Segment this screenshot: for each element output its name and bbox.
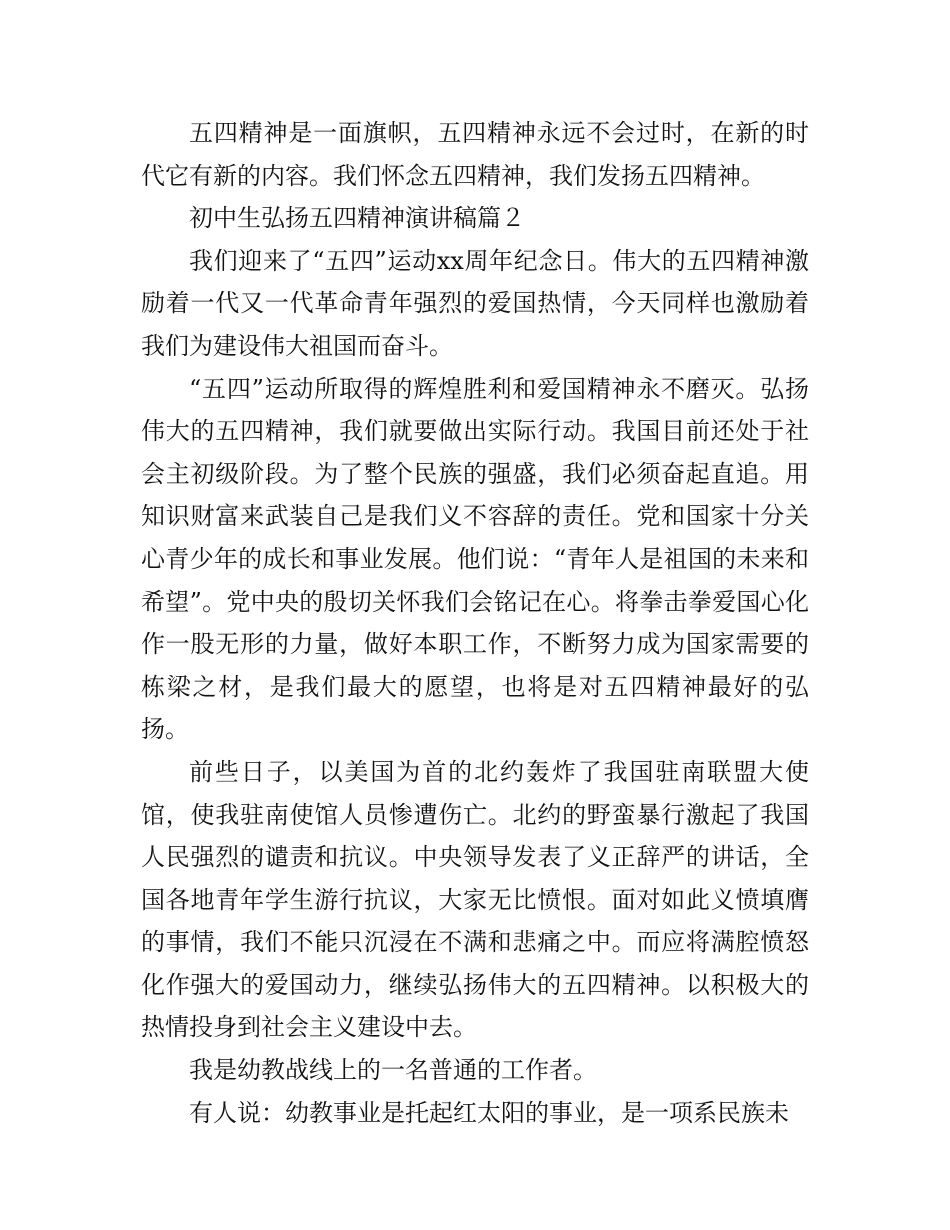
paragraph-2: 我们迎来了“五四”运动xx周年纪念日。伟大的五四精神激励着一代又一代革命青年强烈的爱国热情，今天同样也激励着我们为建设伟大祖国而奋斗。 — [141, 246, 809, 360]
document-body — [141, 112, 809, 1134]
paragraph-3: “五四”运动所取得的辉煌胜利和爱国精神永不磨灭。弘扬伟大的五四精神，我们就要做出实际行动。我国目前还处于社会主初级阶段。为了整个民族的强盛，我们必须奋起直追。用知识财富来武装自己是我们义不容辞的责任。党和国家十分关心青少年的成长和事业发展。他们说：“青年人是祖国的未来和希望”。党中央的殷切关怀我们会铭记在心。将拳击拳爱国心化作一股无形的力量，做好本职工作，不断努力成为国家需要的栋梁之材，是我们最大的愿望，也将是对五四精神最好的弘扬。 — [141, 374, 809, 744]
section-heading: 初中生弘扬五四精神演讲稿篇２ — [189, 204, 525, 233]
paragraph-6: 有人说：幼教事业是托起红太阳的事业，是一项系民族未 — [189, 1098, 789, 1127]
paragraph-4: 前些日子，以美国为首的北约轰炸了我国驻南联盟大使馆，使我驻南使馆人员惨遭伤亡。北约的野蛮暴行激起了我国人民强烈的谴责和抗议。中央领导发表了义正辞严的讲话，全国各地青年学生游行抗议，大家无比愤恨。面对如此义愤填膺的事情，我们不能只沉浸在不满和悲痛之中。而应将满腔愤怒化作强大的爱国动力，继续弘扬伟大的五四精神。以积极大的热情投身到社会主义建设中去。 — [141, 757, 809, 1042]
paragraph-5: 我是幼教战线上的一名普通的工作者。 — [189, 1056, 597, 1085]
paragraph-1: 五四精神是一面旗帜，五四精神永远不会过时，在新的时代它有新的内容。我们怀念五四精神，我们发扬五四精神。 — [141, 119, 809, 190]
